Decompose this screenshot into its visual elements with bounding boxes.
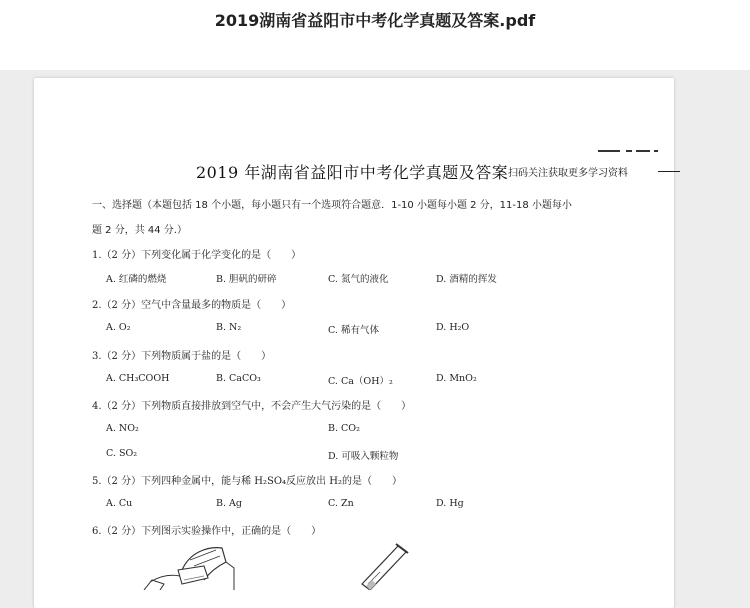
section-heading-line2: 题 2 分，共 44 分.） — [92, 225, 187, 236]
viewer-header — [0, 0, 750, 70]
q5-option-c: C. Zn — [328, 498, 354, 509]
section-heading-line1: 一、选择题（本题包括 18 个小题，每小题只有一个选项符合题意．1-10 小题每小题 2 分，11-18 小题每小 — [92, 200, 572, 211]
file-title: 2019湖南省益阳市中考化学真题及答案.pdf — [214, 11, 536, 30]
question-1-stem: 1.（2 分）下列变化属于化学变化的是（ ） — [92, 250, 302, 261]
q1-option-a: A. 红磷的燃烧 — [106, 274, 167, 285]
question-5-stem: 5.（2 分）下列四种金属中，能与稀 H₂SO₄反应放出 H₂的是（ ） — [92, 476, 402, 487]
q3-option-d: D. MnO₂ — [436, 373, 477, 384]
watermark-text: 扫码关注获取更多学习资料 — [508, 164, 628, 179]
question-6-stem: 6.（2 分）下列图示实验操作中，正确的是（ ） — [92, 526, 322, 537]
header-rule-mark — [598, 150, 662, 153]
lab-illustration-pouring-icon — [130, 540, 240, 590]
q2-option-d: D. H₂O — [436, 322, 470, 333]
q2-option-c: C. 稀有气体 — [328, 325, 379, 336]
q5-option-b: B. Ag — [216, 498, 242, 509]
question-2-stem: 2.（2 分）空气中含量最多的物质是（ ） — [92, 300, 292, 311]
lab-illustration-test-tube-icon — [350, 542, 420, 590]
q2-option-b: B. N₂ — [216, 322, 242, 333]
q4-option-a: A. NO₂ — [106, 423, 139, 434]
q4-option-c: C. SO₂ — [106, 448, 138, 459]
q5-option-d: D. Hg — [436, 498, 464, 509]
q5-option-a: A. Cu — [106, 498, 133, 509]
q3-option-c: C. Ca（OH）₂ — [328, 376, 393, 387]
question-4-stem: 4.（2 分）下列物质直接排放到空气中，不会产生大气污染的是（ ） — [92, 401, 412, 412]
q1-option-d: D. 酒精的挥发 — [436, 274, 497, 285]
question-3-stem: 3.（2 分）下列物质属于盐的是（ ） — [92, 351, 272, 362]
q3-option-b: B. CaCO₃ — [216, 373, 261, 384]
q4-option-d: D. 可吸入颗粒物 — [328, 451, 399, 462]
doc-title: 2019 年湖南省益阳市中考化学真题及答案 — [196, 163, 509, 182]
q3-option-a: A. CH₃COOH — [106, 373, 170, 384]
q1-option-b: B. 胆矾的研碎 — [216, 274, 277, 285]
q1-option-c: C. 氮气的液化 — [328, 274, 389, 285]
q2-option-a: A. O₂ — [106, 322, 131, 333]
q4-option-b: B. CO₂ — [328, 423, 360, 434]
watermark-rule — [658, 171, 680, 172]
